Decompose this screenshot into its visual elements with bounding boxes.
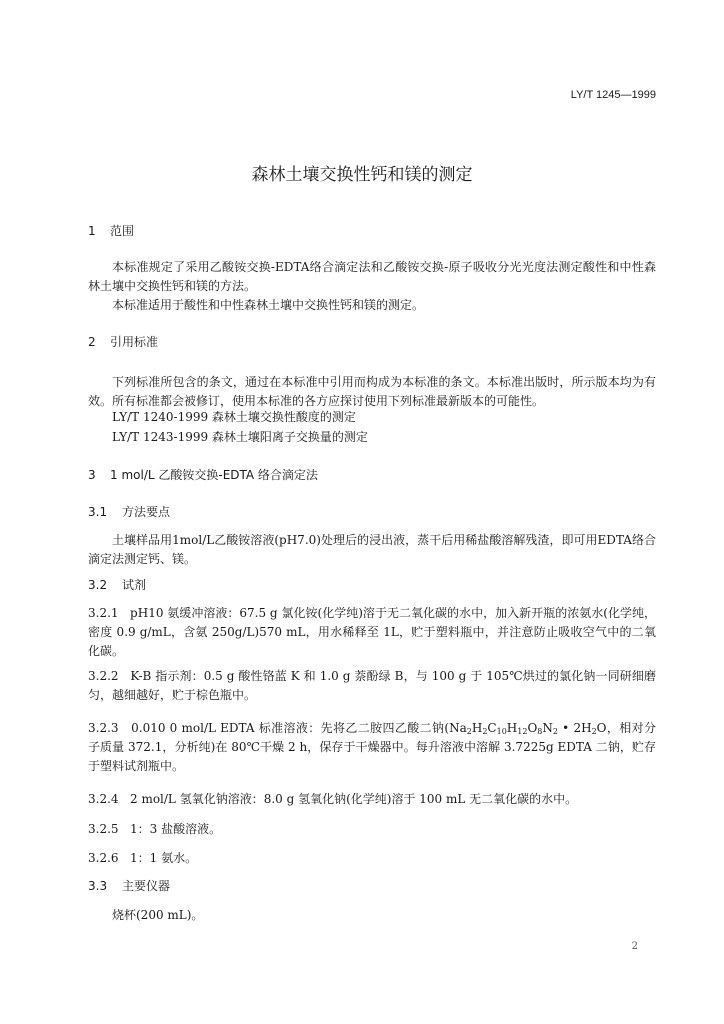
subscript: 2 bbox=[591, 727, 597, 736]
item-number: 3.2.1 bbox=[88, 606, 119, 620]
reagent-3-2-2 bbox=[88, 667, 656, 705]
section-number: 3.3 bbox=[88, 879, 108, 893]
item-text-part: O，相对分子质量 372.1，分析纯)在 80℃干燥 2 h，保存于干燥器中。每升溶液中溶解 3.7225g EDTA 二钠，贮存于塑料试剂瓶中。 bbox=[88, 721, 657, 773]
item-text-part: C bbox=[487, 721, 497, 735]
reference-standard-1: LY/T 1240-1999 森林土壤交换性酸度的测定 bbox=[112, 410, 356, 424]
item-text-part: N bbox=[542, 721, 553, 735]
section-3-2-heading bbox=[88, 576, 146, 593]
subscript: 2 bbox=[552, 727, 558, 736]
section-title: 范围 bbox=[110, 224, 135, 238]
item-text-part: H bbox=[471, 721, 483, 735]
standard-code: LY/T 1245—1999 bbox=[570, 89, 656, 101]
item-text: pH10 氨缓冲溶液：67.5 g 氯化铵(化学纯)溶于无二氧化碳的水中，加入新开瓶的浓氨水(化学纯，密度 0.9 g/mL，含氨 250g/L)570 mL，用水稀释至 1L，贮于塑料瓶中，并注意防止吸收空气中的二氧化碳。 bbox=[88, 606, 656, 658]
section-title: 主要仪器 bbox=[122, 879, 171, 893]
page-number: 2 bbox=[631, 941, 638, 952]
item-text: K-B 指示剂：0.5 g 酸性铬蓝 K 和 1.0 g 萘酚绿 B，与 100 g 于 105℃烘过的氯化钠一同研细磨匀，越细越好，贮于棕色瓶中。 bbox=[88, 669, 656, 702]
reagent-3-2-5 bbox=[88, 820, 656, 839]
section-title: 1 mol/L 乙酸铵交换-EDTA 络合滴定法 bbox=[110, 468, 318, 482]
subscript: 8 bbox=[537, 727, 543, 736]
section-title: 试剂 bbox=[122, 578, 147, 592]
item-text-part: 0.010 0 mol/L EDTA 标准溶液：先将乙二胺四乙酸二钠(Na bbox=[131, 721, 467, 735]
reagent-3-2-1 bbox=[88, 604, 656, 661]
item-number: 3.2.3 bbox=[88, 721, 119, 735]
reagent-3-2-6 bbox=[88, 849, 656, 868]
section-number: 3.2 bbox=[88, 578, 108, 592]
section-3-1-heading bbox=[88, 503, 170, 520]
section-number: 2 bbox=[88, 335, 96, 349]
section-number: 1 bbox=[88, 224, 96, 238]
subscript: 2 bbox=[466, 727, 472, 736]
item-number: 3.2.2 bbox=[88, 669, 119, 683]
section-title: 引用标准 bbox=[110, 335, 159, 349]
section-1-paragraph-1: 本标准规定了采用乙酸铵交换-EDTA络合滴定法和乙酸铵交换-原子吸收分光光度法测定酸性和中性森林土壤中交换性钙和镁的方法。 bbox=[88, 260, 656, 293]
section-number: 3.1 bbox=[88, 505, 108, 519]
item-number: 3.2.6 bbox=[88, 851, 119, 865]
reagent-3-2-4 bbox=[88, 790, 656, 809]
item-text-part: O bbox=[527, 721, 538, 735]
section-3-3-heading bbox=[88, 877, 170, 894]
item-text: 1：1 氨水。 bbox=[130, 851, 198, 865]
item-text: 1：3 盐酸溶液。 bbox=[130, 822, 222, 836]
item-number: 3.2.4 bbox=[88, 792, 119, 806]
item-number: 3.2.5 bbox=[88, 822, 119, 836]
section-number: 3 bbox=[88, 468, 96, 482]
item-text-part: • 2H bbox=[557, 721, 592, 735]
reference-standard-2: LY/T 1243-1999 森林土壤阳离子交换量的测定 bbox=[112, 430, 368, 444]
section-3-1-paragraph: 土壤样品用1mol/L乙酸铵溶液(pH7.0)处理后的浸出液，蒸干后用稀盐酸溶解残渣，即可用EDTA络合滴定法测定钙、镁。 bbox=[88, 533, 656, 566]
item-text-part: H bbox=[506, 721, 518, 735]
item-text: 2 mol/L 氢氧化钠溶液：8.0 g 氢氧化钠(化学纯)溶于 100 mL 无二氧化碳的水中。 bbox=[130, 792, 578, 806]
section-1-heading bbox=[88, 222, 134, 239]
section-1-paragraph-2: 本标准适用于酸性和中性森林土壤中交换性钙和镁的测定。 bbox=[112, 298, 425, 312]
subscript: 12 bbox=[517, 727, 528, 736]
subscript: 2 bbox=[482, 727, 488, 736]
subscript: 10 bbox=[496, 727, 507, 736]
section-title: 方法要点 bbox=[122, 505, 171, 519]
instrument-item: 烧杯(200 mL)。 bbox=[112, 908, 204, 922]
section-3-heading bbox=[88, 466, 318, 483]
reagent-3-2-3 bbox=[88, 719, 656, 776]
section-2-heading bbox=[88, 333, 158, 350]
document-title: 森林土壤交换性钙和镁的测定 bbox=[251, 165, 473, 185]
section-2-paragraph: 下列标准所包含的条文，通过在本标准中引用而构成为本标准的条文。本标准出版时，所示版本均为有效。所有标准都会被修订，使用本标准的各方应探讨使用下列标准最新版本的可能性。 bbox=[88, 375, 656, 408]
